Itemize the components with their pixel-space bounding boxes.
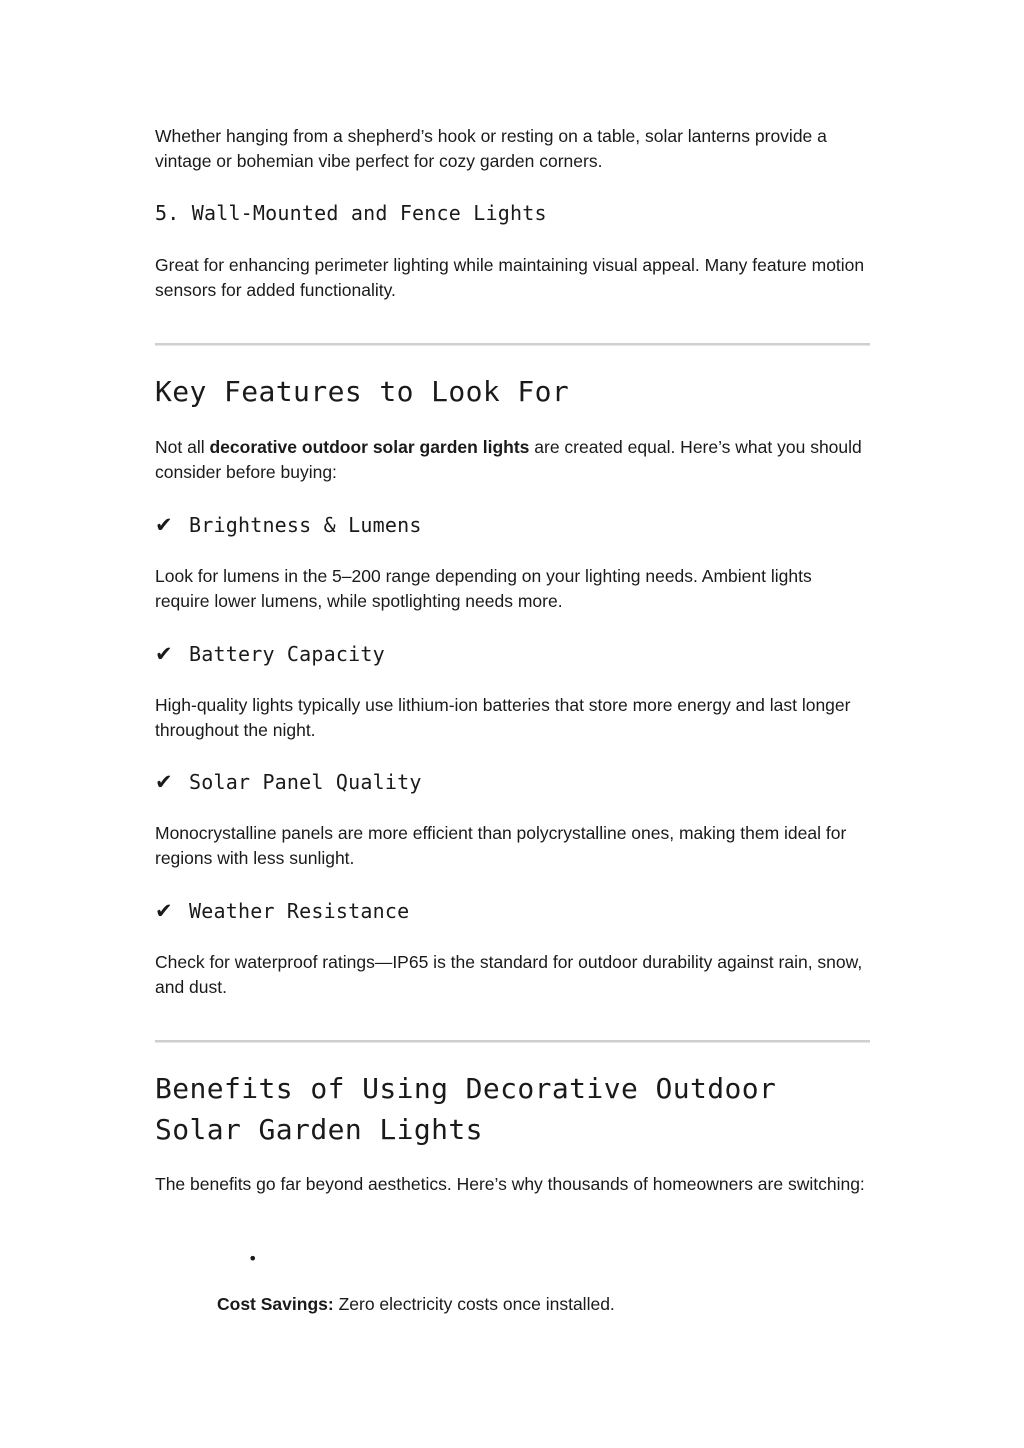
check-icon: ✔	[155, 770, 173, 794]
benefits-intro: The benefits go far beyond aesthetics. Here’s why thousands of homeowners are switching:	[155, 1174, 865, 1194]
feature-text-battery	[155, 693, 870, 743]
key-features-intro	[155, 435, 870, 485]
feature-text: Monocrystalline panels are more efficient than polycrystalline ones, making them ideal for regions with less sunlight.	[155, 823, 847, 868]
benefits-heading-block	[155, 1068, 870, 1150]
section-divider	[155, 1040, 870, 1043]
feature-text-solar-panel	[155, 821, 870, 871]
key-features-intro-bold: decorative outdoor solar garden lights	[209, 437, 530, 457]
wall-lights-text: Great for enhancing perimeter lighting while maintaining visual appeal. Many feature motion sensors for added functionality.	[155, 255, 865, 300]
benefits-intro-block	[155, 1172, 870, 1197]
key-features-intro-after: are created equal. Here’s what you should consider before buying:	[155, 437, 862, 482]
benefit-item-cost-savings	[217, 1292, 870, 1317]
feature-title: Brightness & Lumens	[189, 513, 422, 537]
feature-heading-weather	[155, 898, 870, 924]
feature-heading-solar-panel	[155, 769, 870, 795]
benefits-heading: Benefits of Using Decorative Outdoor Solar Garden Lights	[155, 1072, 777, 1146]
wall-lights-heading: 5. Wall-Mounted and Fence Lights	[155, 201, 547, 225]
wall-lights-text-block	[155, 253, 870, 303]
intro-paragraph: Whether hanging from a shepherd’s hook or resting on a table, solar lanterns provide a vintage or bohemian vibe perfect for cozy garden corners.	[155, 126, 827, 171]
section-divider	[155, 343, 870, 346]
check-icon: ✔	[155, 899, 173, 923]
bullet-marker: •	[248, 1249, 258, 1268]
feature-text-weather	[155, 950, 870, 1000]
check-icon: ✔	[155, 513, 173, 537]
wall-lights-heading-block	[155, 200, 870, 226]
feature-heading-battery	[155, 641, 870, 667]
key-features-heading: Key Features to Look For	[155, 375, 570, 408]
feature-text-brightness	[155, 564, 870, 614]
feature-text: High-quality lights typically use lithium-ion batteries that store more energy and last longer throughout the night.	[155, 695, 851, 740]
key-features-heading-block	[155, 371, 870, 412]
feature-title: Battery Capacity	[189, 642, 385, 666]
key-features-intro-block	[155, 435, 870, 485]
feature-title: Weather Resistance	[189, 899, 410, 923]
benefit-label: Cost Savings:	[217, 1294, 334, 1314]
check-icon: ✔	[155, 642, 173, 666]
intro-paragraph-block	[155, 124, 870, 174]
feature-text: Check for waterproof ratings—IP65 is the standard for outdoor durability against rain, snow, and dust.	[155, 952, 863, 997]
list-item	[217, 1292, 870, 1317]
feature-text: Look for lumens in the 5–200 range depending on your lighting needs. Ambient lights require lower lumens, while spotlighting needs more.	[155, 566, 812, 611]
key-features-intro-before: Not all	[155, 437, 210, 457]
feature-heading-brightness	[155, 512, 870, 538]
benefit-text: Zero electricity costs once installed.	[333, 1294, 615, 1314]
feature-title: Solar Panel Quality	[189, 770, 422, 794]
